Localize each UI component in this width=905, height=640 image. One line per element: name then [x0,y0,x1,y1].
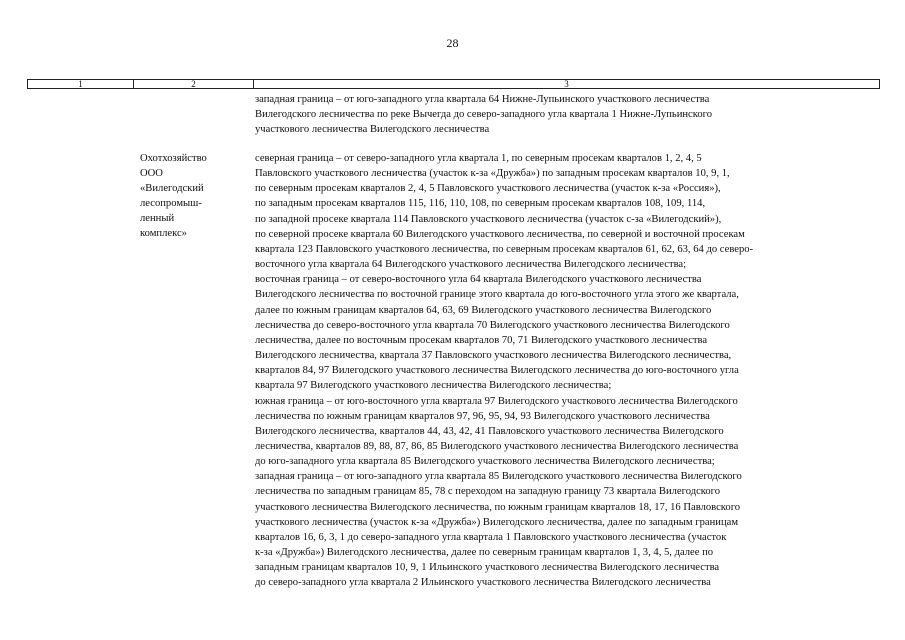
text-line: по северной просеке квартала 60 Вилегодского участкового лесничества, по северной и восточной просекам [255,228,745,240]
boundary-description [255,151,865,591]
text-line: восточного угла квартала 64 Вилегодского участкового лесничества Вилегодского лесничества; [255,259,687,271]
text-line: Вилегодского лесничества, квартала 37 Павловского участкового лесничества Вилегодского лесничества, [255,350,732,362]
page-number: 28 [446,36,459,50]
text-line: Вилегодского лесничества по реке Вычегда до северо-западного угла квартала 1 Нижне-Лупьинского [255,109,713,120]
org-line: «Вилегодский [140,183,204,194]
text-line: по западной просеке квартала 114 Павловского участкового лесничества (участок с-за «Вилегодский»), [255,213,722,225]
org-line: комплекс» [140,228,187,239]
org-line: лесопромыш- [140,198,202,209]
header-col-1: 1 [28,80,134,88]
text-line: по северным просекам кварталов 2, 4, 5 Павловского участкового лесничества (участок к-за «Россия»), [255,183,721,195]
text-line: лесничества до северо-восточного угла квартала 70 Вилегодского участкового лесничества Вилегодского [255,319,730,331]
org-line: ООО [140,168,163,179]
text-line: южная граница – от юго-восточного угла квартала 97 Вилегодского участкового лесничества Вилегодского [255,395,738,407]
text-line: лесничества, далее по восточным просекам кварталов 70, 71 Вилегодского участкового лесничества [255,334,708,346]
organization-name [140,151,250,241]
text-line: Вилегодского лесничества, кварталов 44, 43, 42, 41 Павловского участкового лесничества Вилегодского [255,425,724,437]
table-header-row [27,79,880,89]
text-line: по западным просекам кварталов 115, 116, 110, 108, по северным просекам кварталов 108, 109, 114, [255,198,706,210]
text-line: участкового лесничества Вилегодского лесничества, по южным границам кварталов 18, 17, 16 Павловского [255,501,741,513]
org-line: Охотхозяйство [140,153,207,164]
text-line: лесничества по западным границам 85, 78 с переходом на западную границу 73 квартала Вилегодского [255,486,721,498]
org-line: ленный [140,213,175,224]
text-line: лесничества, кварталов 89, 88, 87, 86, 85 Вилегодского участкового лесничества Вилегодского лесничества [255,440,739,452]
text-line: до юго-западного угла квартала 85 Вилегодского участкового лесничества Вилегодского лесничества; [255,456,715,468]
text-line: далее по южным границам кварталов 64, 63, 69 Вилегодского участкового лесничества Вилегодского [255,304,712,316]
text-line: участкового лесничества Вилегодского лесничества [255,124,490,135]
text-line: Вилегодского лесничества по восточной границе этого квартала до юго-восточного угла этого же квартала, [255,289,739,301]
text-line: к-за «Дружба») Вилегодского лесничества, далее по северным границам кварталов 1, 3, 4, 5, далее по [255,547,714,559]
text-line: северная граница – от северо-западного угла квартала 1, по северным просекам кварталов 1, 2, 4, 5 [255,153,702,164]
text-line: квартала 97 Вилегодского участкового лесничества Вилегодского лесничества; [255,380,612,392]
text-line: кварталов 16, 6, 3, 1 до северо-западного угла квартала 1 Павловского участкового лесничества (участок [255,531,727,543]
text-line: лесничества по южным границам кварталов 97, 96, 95, 94, 93 Вилегодского участкового лесничества [255,410,710,422]
text-line: западная граница – от юго-западного угла квартала 85 Вилегодского участкового лесничества Вилегодского [255,471,742,483]
continuation-text [255,92,865,137]
text-line: квартала 123 Павловского участкового лесничества, по северным просекам кварталов 61, 62, 63, 64 до северо- [255,243,754,255]
text-line: кварталов 84, 97 Вилегодского участкового лесничества Вилегодского лесничества до юго-восточного угла [255,365,739,377]
text-line: западным границам кварталов 10, 9, 1 Ильинского участкового лесничества Вилегодского лесничества [255,562,720,574]
header-col-2: 2 [134,80,254,88]
text-line: западная граница – от юго-западного угла квартала 64 Нижне-Лупьинского участкового лесничества [255,94,710,105]
text-line: восточная граница – от северо-восточного угла 64 квартала Вилегодского участкового лесничества [255,274,702,286]
text-line: Павловского участкового лесничества (участок к-за «Дружба») по западным просекам кварталов 10, 9, 1, [255,168,730,180]
text-line: участкового лесничества (участок к-за «Дружба») Вилегодского лесничества, далее по западным границам [255,516,739,528]
header-col-3: 3 [564,79,569,89]
text-line: до северо-западного угла квартала 2 Ильинского участкового лесничества Вилегодского лесничества [255,577,711,589]
